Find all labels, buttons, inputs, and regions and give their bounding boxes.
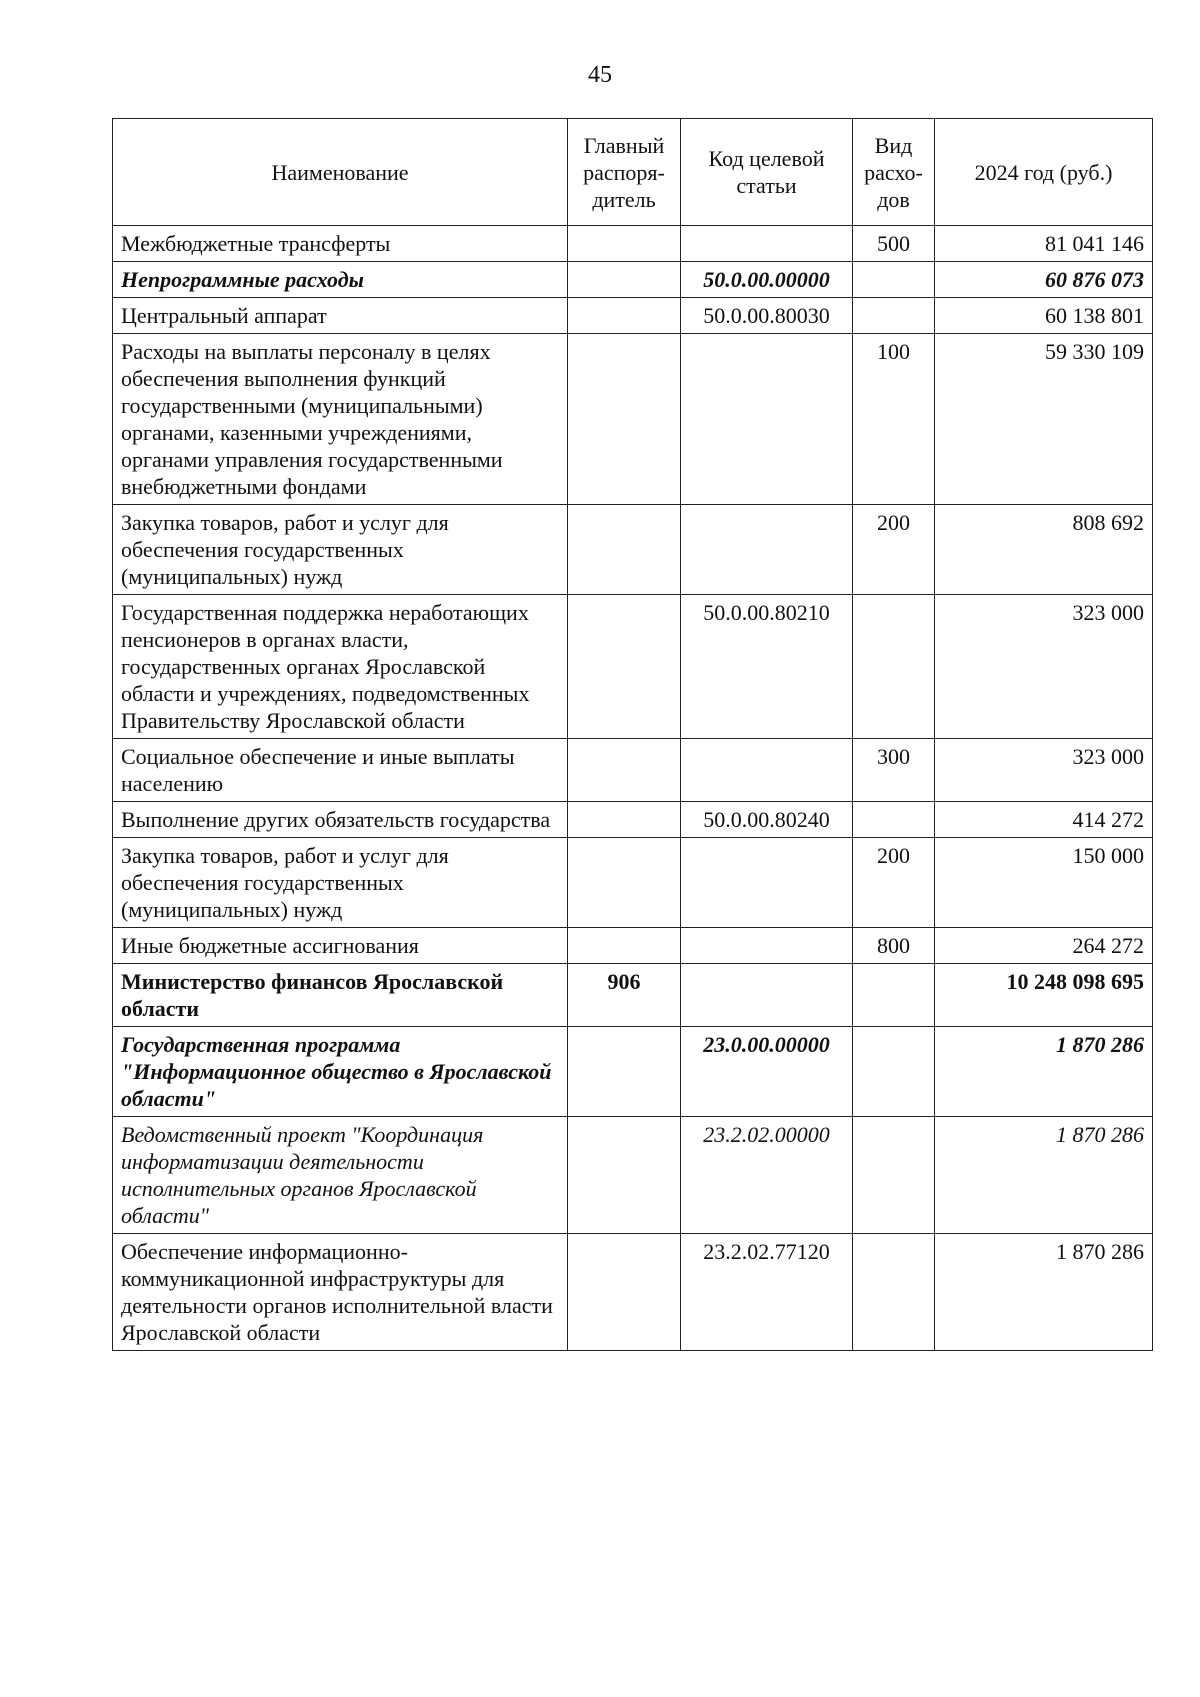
row-name: Государственная программа "Информационное общество в Ярославской области" bbox=[113, 1027, 568, 1117]
row-vid: 200 bbox=[853, 505, 935, 595]
row-gr bbox=[568, 739, 681, 802]
row-vid bbox=[853, 1027, 935, 1117]
budget-table bbox=[112, 118, 1153, 1351]
row-gr bbox=[568, 595, 681, 739]
row-name: Министерство финансов Ярославской области bbox=[113, 964, 568, 1027]
table-row bbox=[113, 739, 1153, 802]
row-code bbox=[681, 838, 853, 928]
row-gr bbox=[568, 226, 681, 262]
header-code: Код целевой статьи bbox=[681, 119, 853, 226]
row-vid: 300 bbox=[853, 739, 935, 802]
row-gr bbox=[568, 928, 681, 964]
table-row bbox=[113, 505, 1153, 595]
row-gr bbox=[568, 802, 681, 838]
row-name: Закупка товаров, работ и услуг для обеспечения государственных (муниципальных) нужд bbox=[113, 505, 568, 595]
row-gr bbox=[568, 334, 681, 505]
row-code: 23.2.02.77120 bbox=[681, 1234, 853, 1351]
table-header-row bbox=[113, 119, 1153, 226]
row-gr bbox=[568, 262, 681, 298]
row-code bbox=[681, 964, 853, 1027]
row-code: 50.0.00.00000 bbox=[681, 262, 853, 298]
row-code: 50.0.00.80030 bbox=[681, 298, 853, 334]
row-name: Ведомственный проект "Координация информатизации деятельности исполнительных органов Ярославской области" bbox=[113, 1117, 568, 1234]
row-vid bbox=[853, 964, 935, 1027]
row-code bbox=[681, 739, 853, 802]
table-row bbox=[113, 334, 1153, 505]
row-code: 50.0.00.80240 bbox=[681, 802, 853, 838]
row-vid bbox=[853, 1234, 935, 1351]
row-name: Центральный аппарат bbox=[113, 298, 568, 334]
row-sum: 60 138 801 bbox=[935, 298, 1153, 334]
row-sum: 59 330 109 bbox=[935, 334, 1153, 505]
row-code: 23.2.02.00000 bbox=[681, 1117, 853, 1234]
row-sum: 323 000 bbox=[935, 595, 1153, 739]
row-code bbox=[681, 226, 853, 262]
row-code bbox=[681, 505, 853, 595]
row-vid: 200 bbox=[853, 838, 935, 928]
header-name: Наименование bbox=[113, 119, 568, 226]
row-sum: 60 876 073 bbox=[935, 262, 1153, 298]
row-sum: 1 870 286 bbox=[935, 1234, 1153, 1351]
row-sum: 10 248 098 695 bbox=[935, 964, 1153, 1027]
table-row bbox=[113, 595, 1153, 739]
row-name: Расходы на выплаты персоналу в целях обеспечения выполнения функций государственными (муниципальными) органами, казенными учреждениями, органами управления государственными внебюджетными фондами bbox=[113, 334, 568, 505]
row-sum: 150 000 bbox=[935, 838, 1153, 928]
table-row bbox=[113, 226, 1153, 262]
row-sum: 264 272 bbox=[935, 928, 1153, 964]
row-vid: 500 bbox=[853, 226, 935, 262]
row-sum: 414 272 bbox=[935, 802, 1153, 838]
row-gr bbox=[568, 838, 681, 928]
header-vid: Вид расхо-дов bbox=[853, 119, 935, 226]
table-row bbox=[113, 964, 1153, 1027]
row-name: Обеспечение информационно-коммуникационной инфраструктуры для деятельности органов исполнительной власти Ярославской области bbox=[113, 1234, 568, 1351]
row-code: 23.0.00.00000 bbox=[681, 1027, 853, 1117]
row-vid bbox=[853, 595, 935, 739]
row-name: Закупка товаров, работ и услуг для обеспечения государственных (муниципальных) нужд bbox=[113, 838, 568, 928]
row-sum: 1 870 286 bbox=[935, 1027, 1153, 1117]
table-row bbox=[113, 1234, 1153, 1351]
row-code: 50.0.00.80210 bbox=[681, 595, 853, 739]
row-vid bbox=[853, 262, 935, 298]
row-gr bbox=[568, 1234, 681, 1351]
row-gr bbox=[568, 1027, 681, 1117]
row-gr bbox=[568, 1117, 681, 1234]
row-gr bbox=[568, 298, 681, 334]
row-name: Иные бюджетные ассигнования bbox=[113, 928, 568, 964]
table-row bbox=[113, 1027, 1153, 1117]
row-gr bbox=[568, 505, 681, 595]
row-name: Межбюджетные трансферты bbox=[113, 226, 568, 262]
row-vid bbox=[853, 802, 935, 838]
row-vid: 800 bbox=[853, 928, 935, 964]
header-glavny: Главный распоря-дитель bbox=[568, 119, 681, 226]
row-name: Непрограммные расходы bbox=[113, 262, 568, 298]
table-row bbox=[113, 298, 1153, 334]
table-row bbox=[113, 802, 1153, 838]
row-sum: 323 000 bbox=[935, 739, 1153, 802]
table-row bbox=[113, 1117, 1153, 1234]
row-name: Государственная поддержка неработающих пенсионеров в органах власти, государственных органах Ярославской области и учреждениях, подведомственных Правительству Ярославской области bbox=[113, 595, 568, 739]
table-row bbox=[113, 838, 1153, 928]
table-row bbox=[113, 262, 1153, 298]
row-vid: 100 bbox=[853, 334, 935, 505]
row-vid bbox=[853, 1117, 935, 1234]
row-sum: 808 692 bbox=[935, 505, 1153, 595]
row-code bbox=[681, 334, 853, 505]
page-number: 45 bbox=[588, 62, 612, 88]
row-code bbox=[681, 928, 853, 964]
table-row bbox=[113, 928, 1153, 964]
row-sum: 1 870 286 bbox=[935, 1117, 1153, 1234]
row-gr: 906 bbox=[568, 964, 681, 1027]
header-sum: 2024 год (руб.) bbox=[935, 119, 1153, 226]
row-name: Социальное обеспечение и иные выплаты населению bbox=[113, 739, 568, 802]
row-vid bbox=[853, 298, 935, 334]
row-name: Выполнение других обязательств государства bbox=[113, 802, 568, 838]
row-sum: 81 041 146 bbox=[935, 226, 1153, 262]
